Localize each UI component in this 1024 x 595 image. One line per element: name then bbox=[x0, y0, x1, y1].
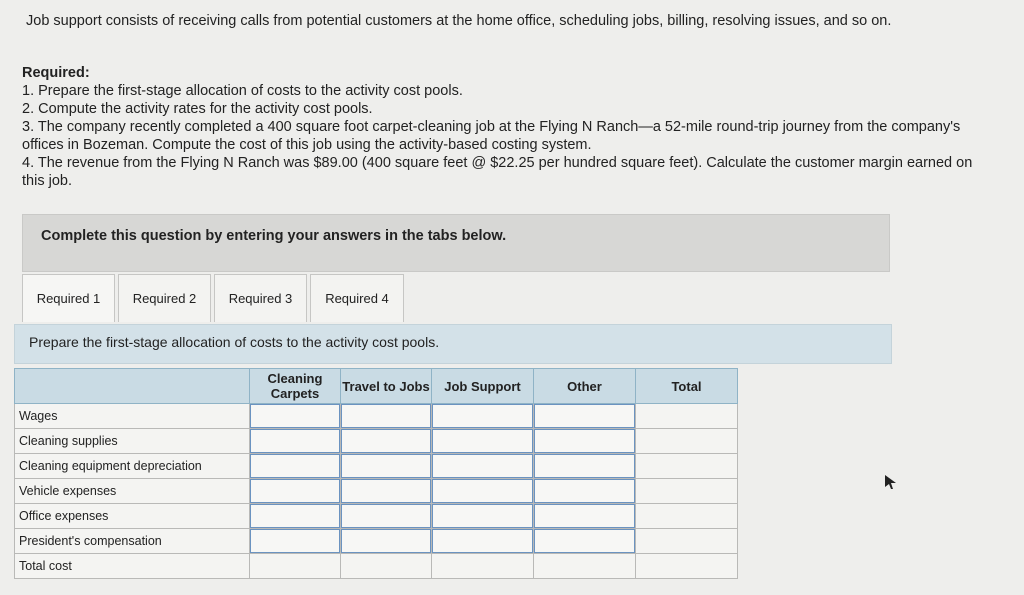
header-job-support: Job Support bbox=[432, 369, 534, 404]
amount-cell bbox=[341, 504, 432, 529]
amount-cell bbox=[432, 529, 534, 554]
table-row bbox=[15, 404, 738, 429]
amount-cell bbox=[432, 404, 534, 429]
row-label: Total cost bbox=[15, 554, 250, 579]
tab-required-2[interactable]: Required 2 bbox=[118, 274, 211, 322]
row-total-cell bbox=[636, 554, 738, 579]
allocation-table bbox=[14, 368, 738, 579]
amount-input[interactable] bbox=[534, 429, 635, 453]
amount-input[interactable] bbox=[432, 504, 533, 528]
row-total-cell bbox=[636, 479, 738, 504]
amount-cell bbox=[432, 504, 534, 529]
amount-cell bbox=[534, 429, 636, 454]
header-travel-to-jobs: Travel to Jobs bbox=[341, 369, 432, 404]
table-row bbox=[15, 554, 738, 579]
amount-cell bbox=[534, 454, 636, 479]
row-total-cell bbox=[636, 404, 738, 429]
amount-cell bbox=[432, 429, 534, 454]
required-item-4: 4. The revenue from the Flying N Ranch was $89.00 (400 square feet @ $22.25 per hundred square feet). Calculate the customer margin earned on this job. bbox=[22, 155, 973, 189]
amount-input[interactable] bbox=[341, 429, 431, 453]
amount-cell bbox=[250, 429, 341, 454]
amount-input[interactable] bbox=[341, 504, 431, 528]
amount-cell bbox=[432, 454, 534, 479]
amount-input[interactable] bbox=[534, 504, 635, 528]
amount-input[interactable] bbox=[341, 404, 431, 428]
amount-cell bbox=[250, 504, 341, 529]
amount-input[interactable] bbox=[432, 529, 533, 553]
required-section bbox=[22, 64, 982, 190]
amount-cell bbox=[250, 529, 341, 554]
total-cost-cell bbox=[432, 554, 534, 579]
row-label: Vehicle expenses bbox=[15, 479, 250, 504]
amount-cell bbox=[341, 479, 432, 504]
table-row bbox=[15, 454, 738, 479]
total-cost-cell bbox=[341, 554, 432, 579]
amount-cell bbox=[250, 454, 341, 479]
amount-input[interactable] bbox=[432, 454, 533, 478]
table-header-row bbox=[15, 369, 738, 404]
intro-text: Job support consists of receiving calls from potential customers at the home office, scheduling jobs, billing, resolving issues, and so on. bbox=[26, 13, 892, 29]
tab-instruction: Prepare the first-stage allocation of costs to the activity cost pools. bbox=[29, 334, 440, 350]
row-total-cell bbox=[636, 529, 738, 554]
header-cleaning-carpets: Cleaning Carpets bbox=[250, 369, 341, 404]
table-row bbox=[15, 479, 738, 504]
amount-cell bbox=[250, 404, 341, 429]
tab-required-4[interactable]: Required 4 bbox=[310, 274, 404, 322]
table-row bbox=[15, 529, 738, 554]
amount-input[interactable] bbox=[432, 404, 533, 428]
required-item-1: 1. Prepare the first-stage allocation of costs to the activity cost pools. bbox=[22, 83, 463, 99]
total-cost-cell bbox=[534, 554, 636, 579]
tab-instruction-bar bbox=[14, 324, 892, 364]
amount-input[interactable] bbox=[432, 429, 533, 453]
amount-cell bbox=[534, 404, 636, 429]
amount-input[interactable] bbox=[341, 529, 431, 553]
tab-bar bbox=[22, 274, 407, 322]
amount-cell bbox=[534, 529, 636, 554]
table-row bbox=[15, 429, 738, 454]
amount-cell bbox=[341, 429, 432, 454]
mouse-pointer-icon bbox=[884, 474, 898, 490]
header-total: Total bbox=[636, 369, 738, 404]
amount-cell bbox=[534, 504, 636, 529]
tab-required-1[interactable]: Required 1 bbox=[22, 274, 115, 322]
table-row bbox=[15, 504, 738, 529]
required-item-3: 3. The company recently completed a 400 square foot carpet-cleaning job at the Flying N Ranch—a 52-mile round-trip journey from the company's offices in Bozeman. Compute the cost of this job using the activity-based costing system. bbox=[22, 119, 961, 153]
amount-cell bbox=[250, 479, 341, 504]
amount-cell bbox=[341, 454, 432, 479]
row-label: Cleaning supplies bbox=[15, 429, 250, 454]
banner-text: Complete this question by entering your answers in the tabs below. bbox=[41, 228, 507, 244]
amount-cell bbox=[534, 479, 636, 504]
amount-cell bbox=[432, 479, 534, 504]
row-label: Office expenses bbox=[15, 504, 250, 529]
row-total-cell bbox=[636, 429, 738, 454]
amount-input[interactable] bbox=[341, 479, 431, 503]
row-total-cell bbox=[636, 454, 738, 479]
amount-input[interactable] bbox=[534, 529, 635, 553]
amount-input[interactable] bbox=[341, 454, 431, 478]
amount-input[interactable] bbox=[534, 404, 635, 428]
required-title: Required: bbox=[22, 65, 90, 81]
row-label: Wages bbox=[15, 404, 250, 429]
amount-cell bbox=[341, 529, 432, 554]
amount-input[interactable] bbox=[534, 454, 635, 478]
amount-input[interactable] bbox=[250, 529, 340, 553]
amount-input[interactable] bbox=[250, 454, 340, 478]
header-other: Other bbox=[534, 369, 636, 404]
header-blank bbox=[15, 369, 250, 404]
row-label: President's compensation bbox=[15, 529, 250, 554]
amount-input[interactable] bbox=[250, 504, 340, 528]
amount-input[interactable] bbox=[250, 429, 340, 453]
amount-input[interactable] bbox=[250, 479, 340, 503]
row-label: Cleaning equipment depreciation bbox=[15, 454, 250, 479]
row-total-cell bbox=[636, 504, 738, 529]
amount-input[interactable] bbox=[250, 404, 340, 428]
required-item-2: 2. Compute the activity rates for the activity cost pools. bbox=[22, 101, 373, 117]
total-cost-cell bbox=[250, 554, 341, 579]
instructions-banner bbox=[22, 214, 890, 272]
amount-input[interactable] bbox=[534, 479, 635, 503]
amount-input[interactable] bbox=[432, 479, 533, 503]
tab-required-3[interactable]: Required 3 bbox=[214, 274, 307, 322]
amount-cell bbox=[341, 404, 432, 429]
